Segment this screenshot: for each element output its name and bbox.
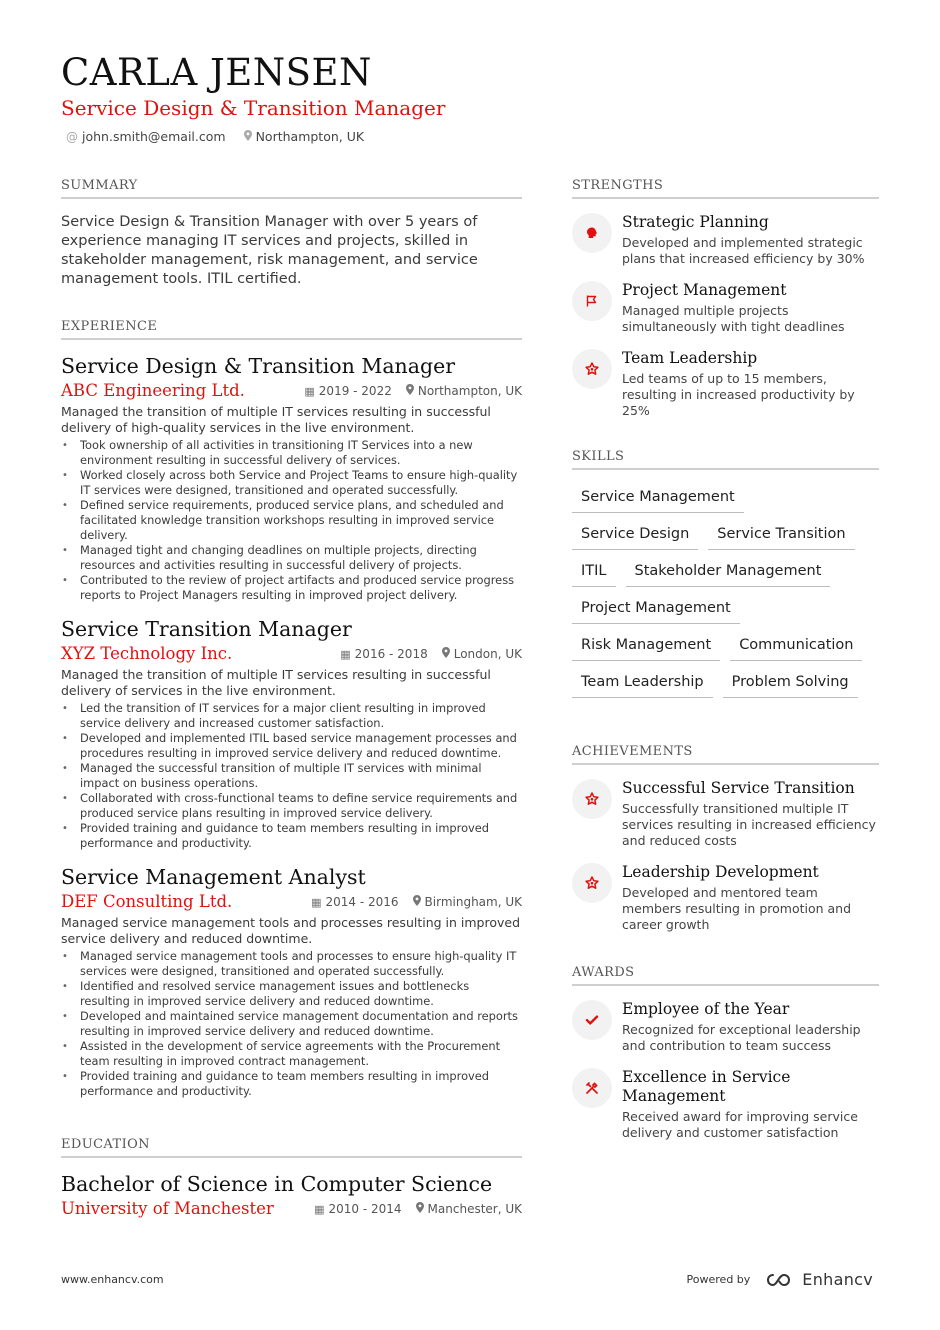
flag-icon <box>572 281 612 321</box>
achievements-item <box>572 779 879 849</box>
email-text: john.smith@email.com <box>82 129 226 144</box>
job-row <box>61 381 522 400</box>
school-name: University of Manchester <box>61 1199 274 1218</box>
education-row <box>61 1199 522 1218</box>
strengths-item-body <box>622 213 879 267</box>
calendar-icon: ▦ <box>311 895 322 909</box>
star-icon <box>572 779 612 819</box>
summary-heading: SUMMARY <box>61 178 522 199</box>
resume-header <box>61 52 881 144</box>
job-bullets <box>61 949 522 1099</box>
contact-row <box>66 129 881 144</box>
achievements-item <box>572 863 879 933</box>
education-heading: EDUCATION <box>61 1137 522 1158</box>
star-icon <box>572 863 612 903</box>
job-bullet: • Assisted in the development of service agreements with the Procurement team resulting in improved contract management. <box>61 1039 522 1069</box>
job-entry <box>61 617 522 851</box>
brain-icon <box>572 213 612 253</box>
strengths-item <box>572 281 879 335</box>
strengths-list <box>572 213 879 419</box>
company-name: XYZ Technology Inc. <box>61 644 233 663</box>
location-text: Northampton, UK <box>255 129 365 144</box>
job-bullet: • Managed service management tools and processes to ensure high-quality IT services were designed, transitioned and operated successfully. <box>61 949 522 979</box>
job-entry <box>61 354 522 603</box>
job-location: Birmingham, UK <box>424 894 522 909</box>
job-title: Service Management Analyst <box>61 865 366 889</box>
job-bullet: • Provided training and guidance to team members resulting in improved performance and productivity. <box>61 821 522 851</box>
awards-list <box>572 1000 879 1141</box>
calendar-icon: ▦ <box>314 1202 325 1216</box>
skills-list <box>572 476 879 698</box>
education-dates: 2010 - 2014 <box>328 1201 402 1216</box>
awards-item-title: Excellence in Service Management <box>622 1068 791 1105</box>
candidate-role: Service Design & Transition Manager <box>61 96 446 120</box>
job-location: London, UK <box>453 646 522 661</box>
education-location: Manchester, UK <box>427 1201 522 1216</box>
job-bullets <box>61 438 522 603</box>
skill-tag: Risk Management <box>572 626 720 661</box>
awards-item-desc: Received award for improving service delivery and customer satisfaction <box>622 1109 858 1140</box>
job-meta <box>304 384 522 398</box>
achievements-item-title: Successful Service Transition <box>622 779 855 797</box>
skill-tag: Project Management <box>572 589 740 624</box>
achievements-item-title: Leadership Development <box>622 863 819 881</box>
achievements-item-body <box>622 779 879 849</box>
job-bullet: • Provided training and guidance to team members resulting in improved performance and productivity. <box>61 1069 522 1099</box>
calendar-icon: ▦ <box>340 647 351 661</box>
job-meta <box>340 647 522 661</box>
skill-tag: ITIL <box>572 552 616 587</box>
at-icon: @ <box>66 129 78 144</box>
strengths-item-title: Project Management <box>622 281 787 299</box>
location-pin-icon <box>442 648 450 661</box>
job-bullet: • Developed and implemented ITIL based service management processes and procedures resulting in improved service delivery and reduced downtime. <box>61 731 522 761</box>
job-dates: 2016 - 2018 <box>354 646 428 661</box>
job-description: Managed the transition of multiple IT services resulting in successful delivery of services in the live environment. <box>61 667 491 698</box>
strengths-item-desc: Developed and implemented strategic plans that increased efficiency by 30% <box>622 235 865 266</box>
strengths-item-title: Team Leadership <box>622 349 758 367</box>
job-bullets <box>61 701 522 851</box>
powered-by-label: Powered by <box>686 1273 751 1286</box>
job-bullet: • Identified and resolved service management issues and bottlenecks resulting in improved service delivery and reduced downtime. <box>61 979 522 1009</box>
job-row <box>61 644 522 663</box>
contact-location <box>244 129 365 144</box>
job-dates: 2014 - 2016 <box>325 894 399 909</box>
tools-icon <box>572 1068 612 1108</box>
summary-text: Service Design & Transition Manager with over 5 years of experience managing IT services and projects, skilled in stakeholder management, risk management, and service management tools. ITIL certified. <box>61 214 478 287</box>
skill-tag: Service Design <box>572 515 698 550</box>
achievements-heading: ACHIEVEMENTS <box>572 744 879 765</box>
awards-item-desc: Recognized for exceptional leadership and contribution to team success <box>622 1022 861 1053</box>
brand-name: Enhancv <box>802 1270 873 1289</box>
strengths-item-desc: Managed multiple projects simultaneously with tight deadlines <box>622 303 845 334</box>
brand-logo[interactable] <box>764 1270 873 1289</box>
job-bullet: • Managed tight and changing deadlines on multiple projects, directing resources and activities resulting in successful delivery of projects. <box>61 543 522 573</box>
location-pin-icon <box>413 896 421 909</box>
calendar-icon: ▦ <box>304 384 315 398</box>
job-bullet: • Managed the successful transition of multiple IT services with minimal impact on business operations. <box>61 761 522 791</box>
achievements-item-desc: Developed and mentored team members resulting in promotion and career growth <box>622 885 852 932</box>
footer <box>61 1270 873 1289</box>
job-bullet: • Developed and maintained service management documentation and reports resulting in improved service delivery and reduced downtime. <box>61 1009 522 1039</box>
job-meta <box>311 895 522 909</box>
strengths-item-body <box>622 349 879 419</box>
skills-heading: SKILLS <box>572 449 879 470</box>
job-description: Managed the transition of multiple IT services resulting in successful delivery of high-quality services in the live environment. <box>61 404 491 435</box>
skill-tag: Communication <box>730 626 862 661</box>
job-dates: 2019 - 2022 <box>318 383 392 398</box>
company-name: ABC Engineering Ltd. <box>61 381 245 400</box>
powered-by <box>687 1270 873 1289</box>
awards-item <box>572 1000 879 1054</box>
skill-tag: Problem Solving <box>723 663 858 698</box>
job-bullet: • Defined service requirements, produced service plans, and scheduled and facilitated knowledge transition workshops resulting in improved service delivery. <box>61 498 522 543</box>
achievements-item-desc: Successfully transitioned multiple IT services resulting in increased efficiency and reduced costs <box>622 801 876 848</box>
location-pin-icon <box>416 1203 424 1216</box>
education-meta <box>314 1202 522 1216</box>
awards-item-body <box>622 1068 879 1141</box>
strengths-item <box>572 349 879 419</box>
job-row <box>61 892 522 911</box>
job-entry <box>61 865 522 1099</box>
strengths-item-body <box>622 281 879 335</box>
experience-list <box>61 354 522 1099</box>
skill-tag: Service Transition <box>708 515 854 550</box>
contact-email[interactable] <box>66 129 226 144</box>
awards-item <box>572 1068 879 1141</box>
job-bullet: • Took ownership of all activities in transitioning IT Services into a new environment resulting in successful delivery of services. <box>61 438 522 468</box>
website-link[interactable]: www.enhancv.com <box>61 1273 164 1286</box>
job-bullet: • Contributed to the review of project artifacts and produced service progress reports to Project Managers resulting in improved project delivery. <box>61 573 522 603</box>
awards-item-body <box>622 1000 879 1054</box>
check-icon <box>572 1000 612 1040</box>
job-title: Service Transition Manager <box>61 617 352 641</box>
job-bullet: • Worked closely across both Service and Project Teams to ensure high-quality IT services were designed, transitioned and operated successfully. <box>61 468 522 498</box>
skill-tag: Team Leadership <box>572 663 713 698</box>
strengths-item <box>572 213 879 267</box>
infinity-logo-icon <box>764 1272 796 1288</box>
job-bullet: • Collaborated with cross-functional teams to define service requirements and produced service plans resulting in improved service delivery. <box>61 791 522 821</box>
job-title: Service Design & Transition Manager <box>61 354 456 378</box>
achievements-list <box>572 779 879 933</box>
job-bullet: • Led the transition of IT services for a major client resulting in improved service delivery and increased customer satisfaction. <box>61 701 522 731</box>
right-column <box>572 178 879 1141</box>
awards-item-title: Employee of the Year <box>622 1000 790 1018</box>
strengths-heading: STRENGTHS <box>572 178 879 199</box>
experience-heading: EXPERIENCE <box>61 319 522 340</box>
company-name: DEF Consulting Ltd. <box>61 892 233 911</box>
left-column <box>61 178 522 1218</box>
strengths-item-title: Strategic Planning <box>622 213 769 231</box>
job-description: Managed service management tools and processes resulting in improved service delivery and reduced downtime. <box>61 915 521 946</box>
skill-tag: Stakeholder Management <box>626 552 831 587</box>
candidate-name: CARLA JENSEN <box>61 51 372 94</box>
location-pin-icon <box>244 129 252 144</box>
skill-tag: Service Management <box>572 478 744 513</box>
strengths-item-desc: Led teams of up to 15 members, resulting in increased productivity by 25% <box>622 371 855 418</box>
location-pin-icon <box>406 385 414 398</box>
degree-title: Bachelor of Science in Computer Science <box>61 1172 493 1196</box>
achievements-item-body <box>622 863 879 933</box>
awards-heading: AWARDS <box>572 965 879 986</box>
star-icon <box>572 349 612 389</box>
job-location: Northampton, UK <box>417 383 522 398</box>
